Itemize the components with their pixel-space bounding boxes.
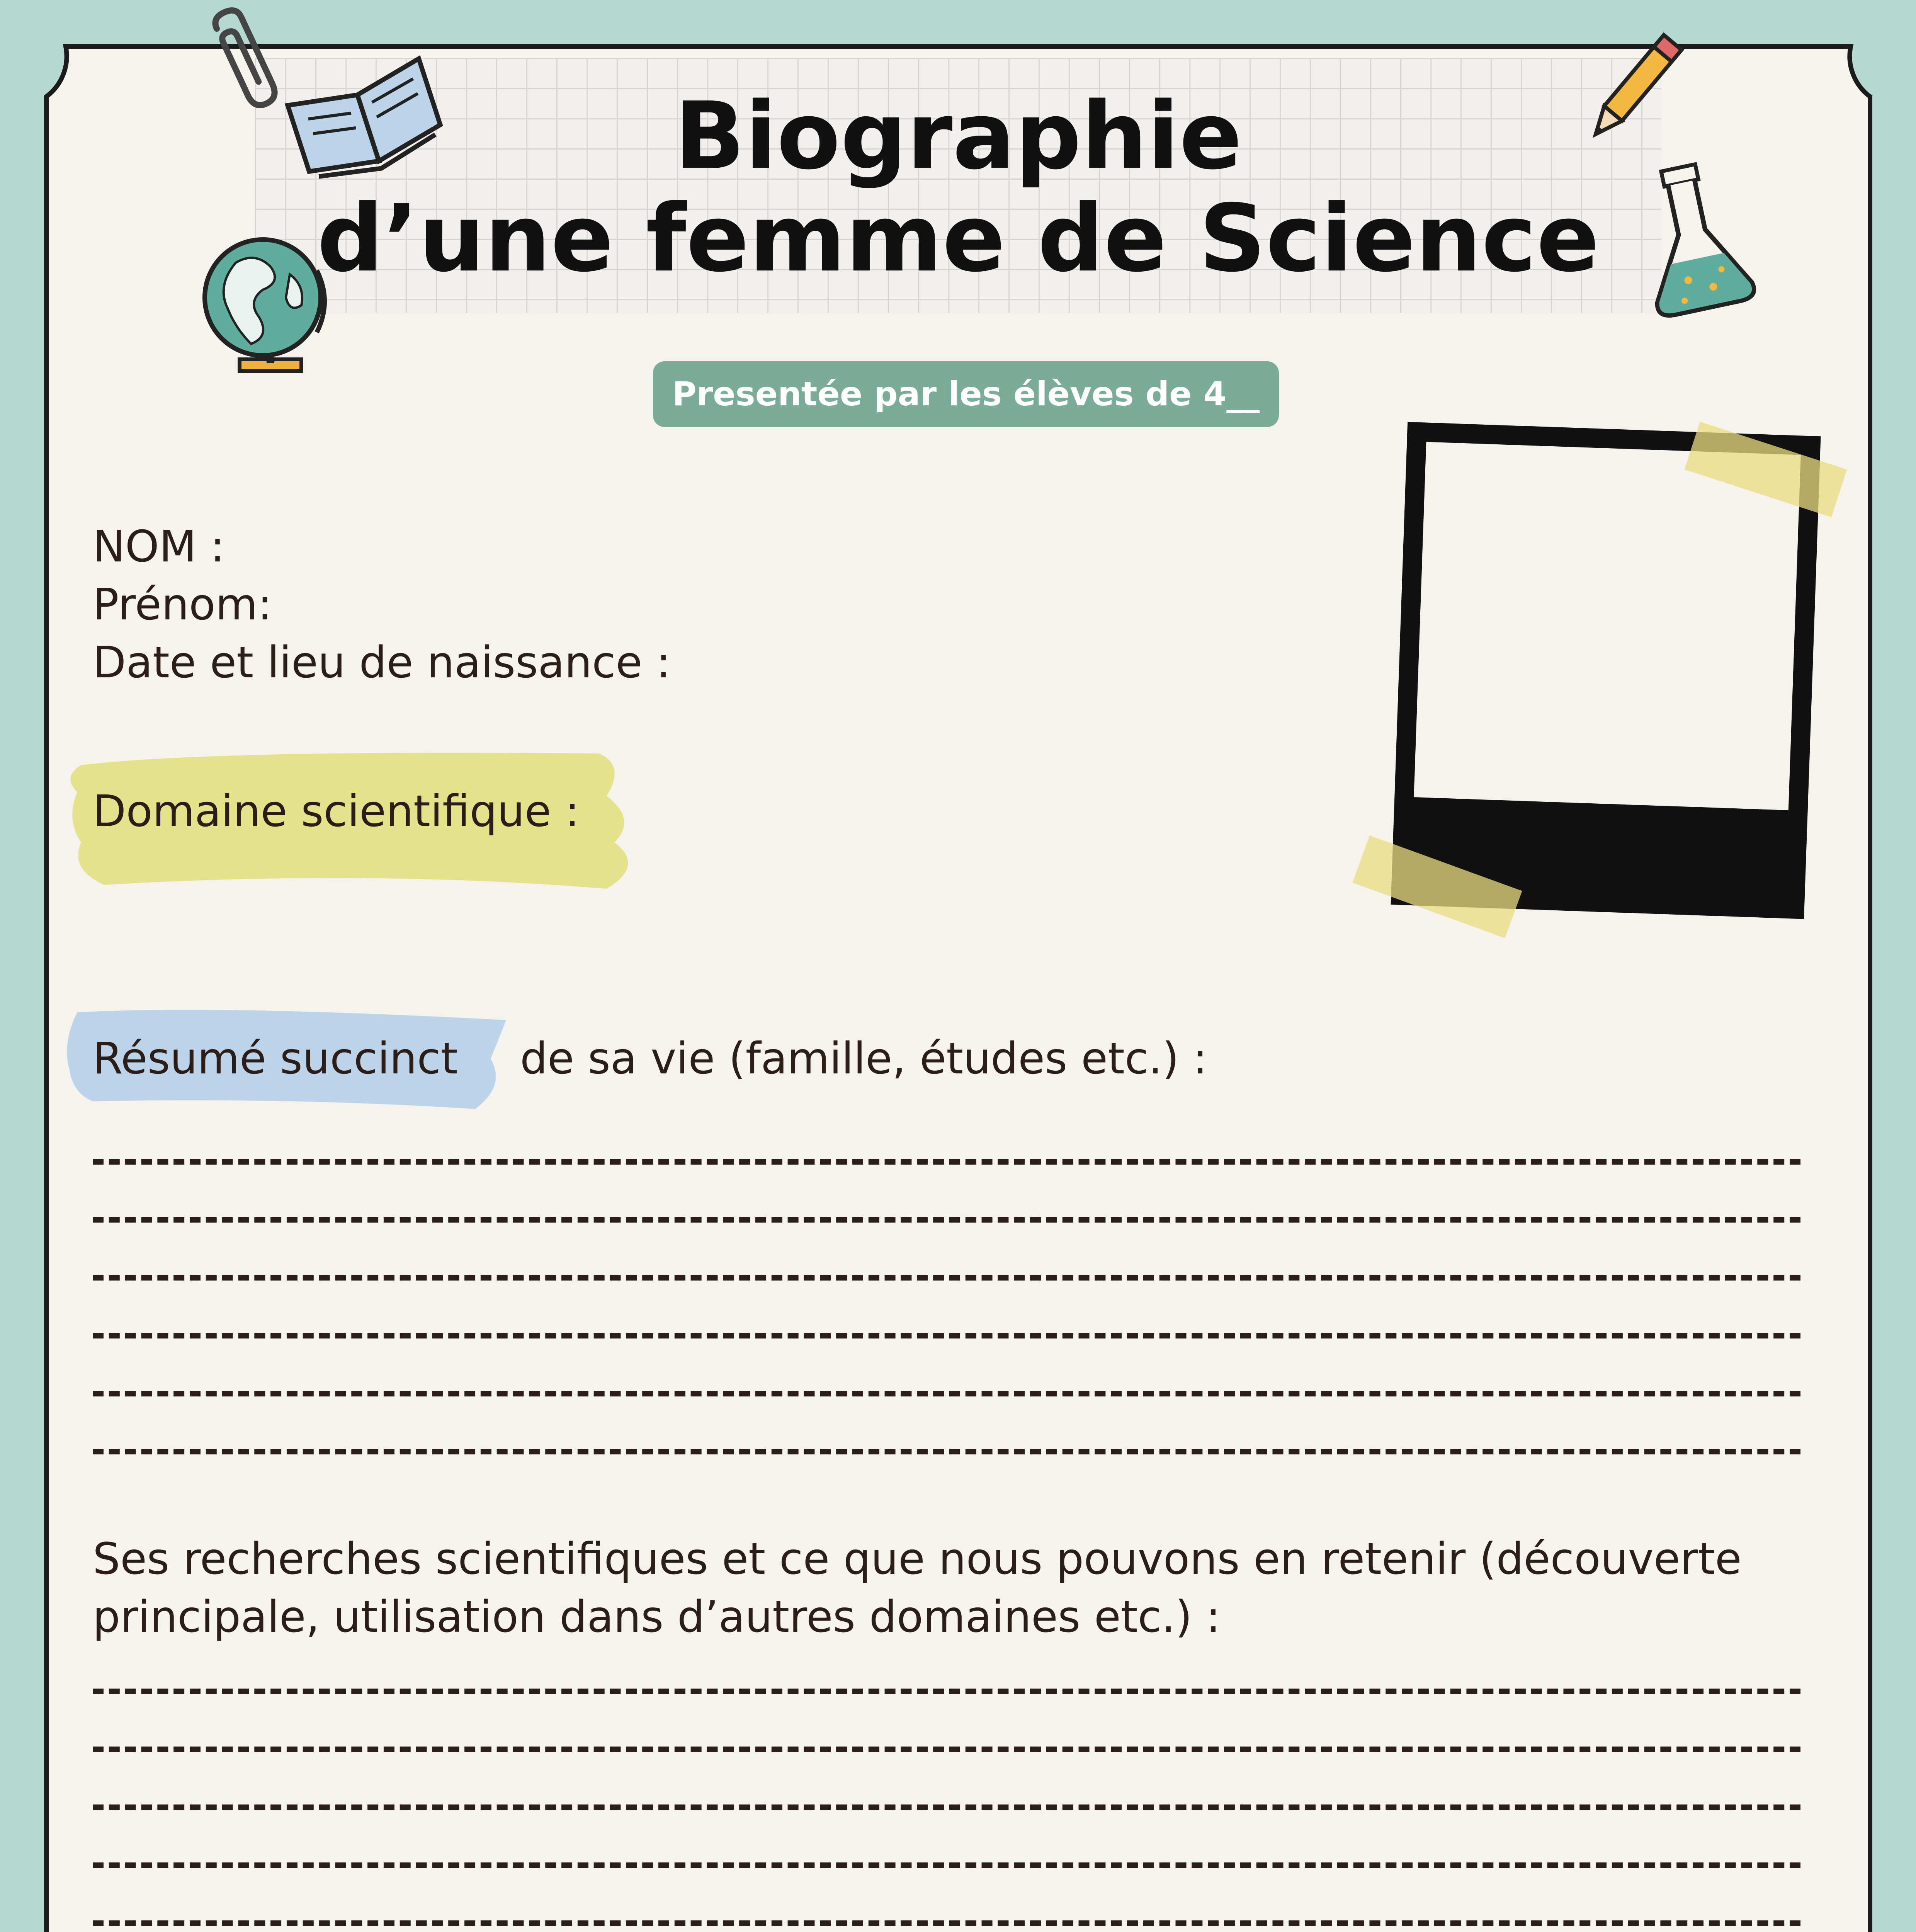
resume-heading [93, 1032, 1207, 1086]
photo-frame[interactable] [1341, 406, 1866, 958]
resume-highlight-text: Résumé succinct [93, 1034, 458, 1084]
recherches-answer-line-2[interactable] [93, 1747, 1800, 1752]
date-lieu-naissance-label: Date et lieu de naissance : [93, 638, 671, 688]
resume-line-5[interactable] [93, 1391, 1800, 1396]
recherches-heading [93, 1530, 1824, 1646]
prenom-label: Prénom: [93, 580, 272, 630]
resume-line-6[interactable] [93, 1449, 1800, 1454]
resume-rest-text: de sa vie (famille, études etc.) : [520, 1034, 1208, 1084]
recherches-answer-line-3[interactable] [93, 1804, 1800, 1810]
page-title [270, 82, 1646, 293]
flask-icon [1630, 155, 1758, 332]
recherches-line-2: principale, utilisation dans d’autres domaines etc.) : [93, 1592, 1221, 1642]
nom-label: NOM : [93, 522, 225, 572]
presented-by-badge: Presentée par les élèves de 4__ [653, 361, 1279, 427]
recherches-answer-line-1[interactable] [93, 1689, 1800, 1694]
domaine-scientifique-label: Domaine scientifique : [93, 786, 580, 837]
resume-line-3[interactable] [93, 1275, 1800, 1281]
resume-line-4[interactable] [93, 1333, 1800, 1338]
recherches-answer-line-5[interactable] [93, 1920, 1800, 1926]
recherches-line-1: Ses recherches scientifiques et ce que nous pouvons en retenir (découverte [93, 1534, 1742, 1584]
recherches-answer-line-4[interactable] [93, 1862, 1800, 1868]
resume-line-2[interactable] [93, 1217, 1800, 1223]
resume-line-1[interactable] [93, 1159, 1800, 1165]
title-line-1: Biographie [674, 82, 1242, 190]
title-line-2: d’une femme de Science [317, 184, 1600, 293]
